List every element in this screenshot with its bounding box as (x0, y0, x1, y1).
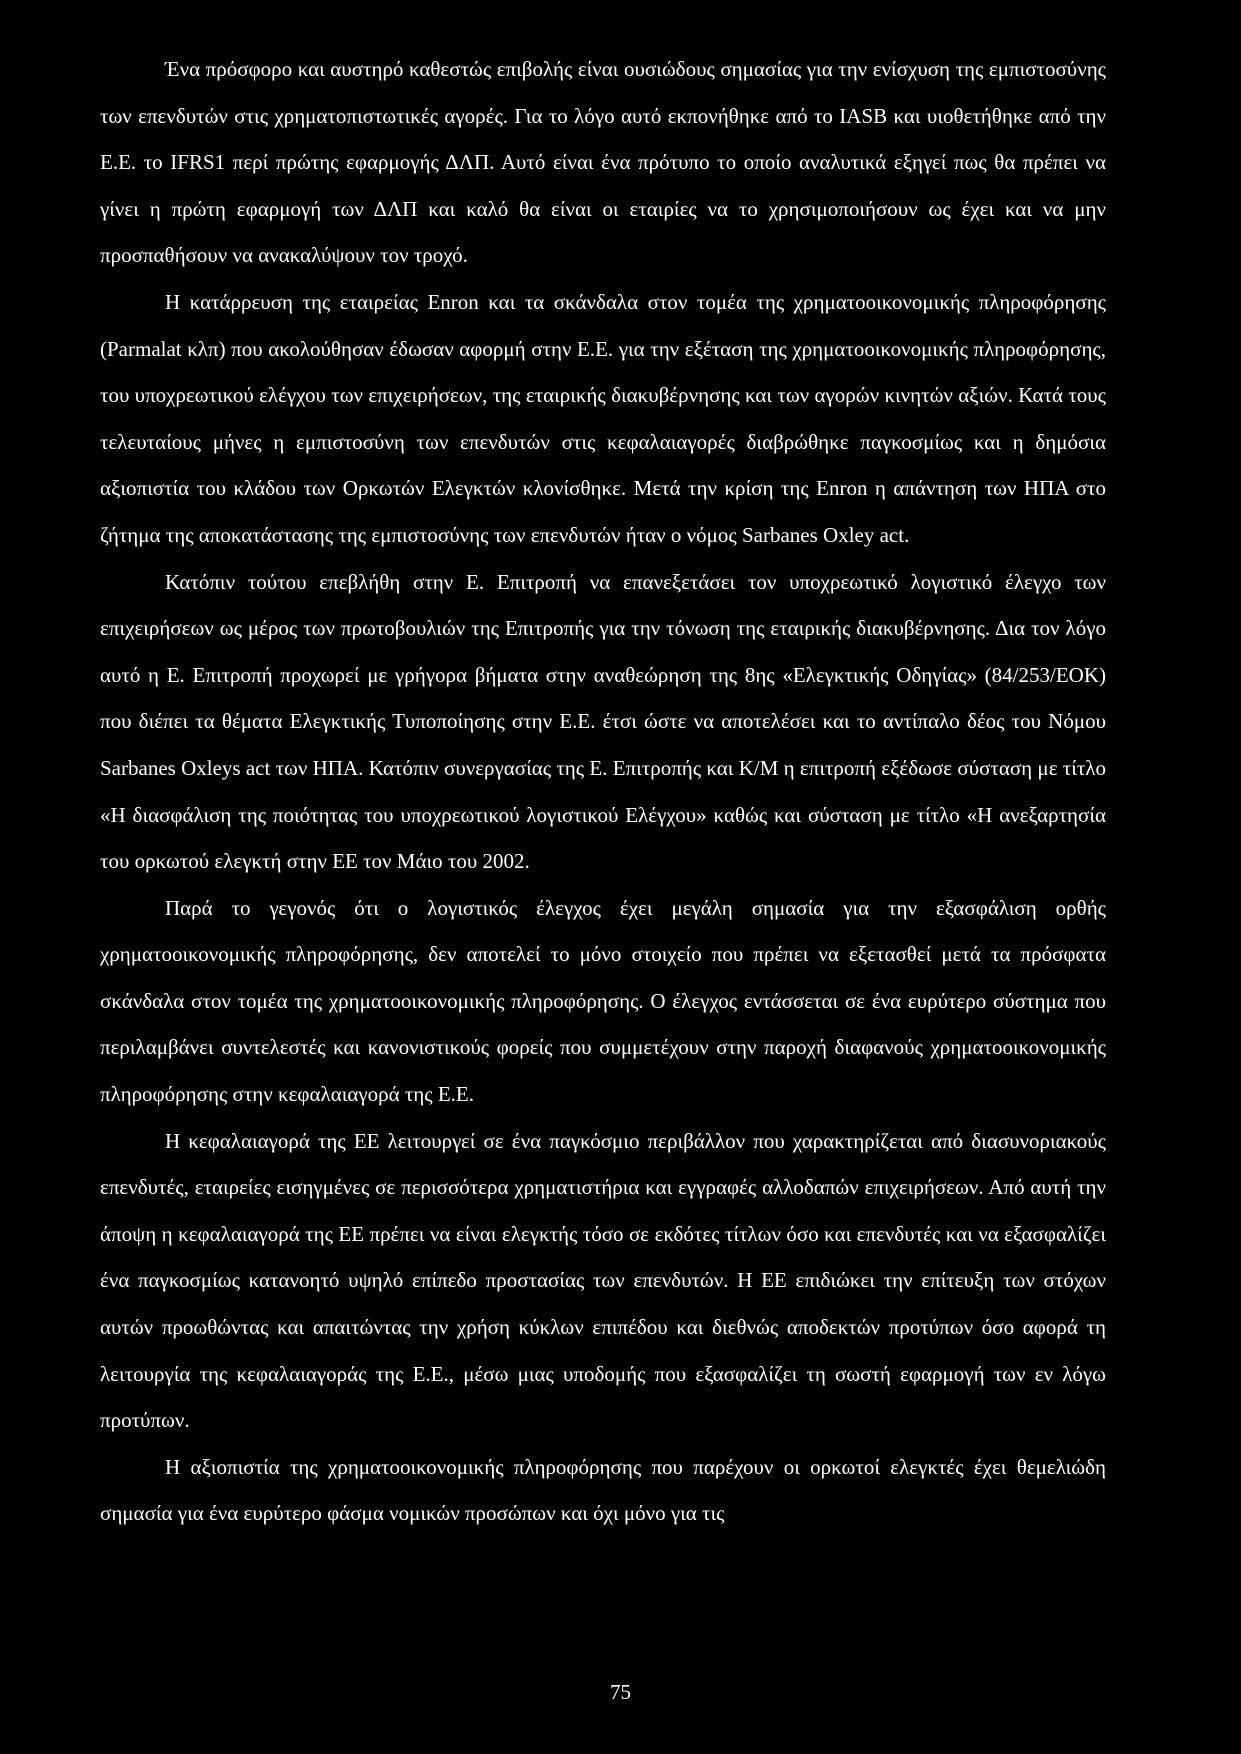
paragraph-reliability: Η αξιοπιστία της χρηματοοικονομικής πληροφόρησης που παρέχουν οι ορκωτοί ελεγκτές έχει θεμελιώδη σημασία για ένα ευρύτερο φάσμα νομικών προσώπων και όχι μόνο για τις (100, 1454, 1106, 1526)
page-number: 75 (610, 1680, 631, 1704)
paragraph-commission-review: Κατόπιν τούτου επεβλήθη στην Ε. Επιτροπή να επανεξετάσει τον υποχρεωτικό λογιστικό έλεγχο των επιχειρήσεων ως μέρος των πρωτοβουλιών της Επιτροπής για την τόνωση της εταιρικής διακυβέρνησης. Δια τον λόγο αυτό η Ε. Επιτροπή προχωρεί με γρήγορα βήματα στην αναθεώρηση της 8ης «Ελεγκτικής Οδηγίας» (84/253/ΕΟΚ) που διέπει τα θέματα Ελεγκτικής Τυποποίησης στην Ε.Ε. έτσι ώστε να αποτελέσει και το αντίπαλο δέος του Νόμου Sarbanes Oxleys act των ΗΠΑ. Κατόπιν συνεργασίας της Ε. Επιτροπής και Κ/Μ η επιτροπή εξέδωσε σύσταση με τίτλο «Η διασφάλιση της ποιότητας του υποχρεωτικού λογιστικού Ελέγχου» καθώς και σύσταση με τίτλο «Η ανεξαρτησία του ορκωτού ελεγκτή στην ΕΕ τον Μάιο του 2002. (100, 569, 1106, 874)
paragraph-enron-collapse: Η κατάρρευση της εταιρείας Enron και τα σκάνδαλα στον τομέα της χρηματοοικονομικής πληροφόρησης (Parmalat κλπ) που ακολούθησαν έδωσαν αφορμή στην Ε.Ε. για την εξέταση της χρηματοοικονομικής πληροφόρησης, του υποχρεωτικού ελέγχου των επιχειρήσεων, της εταιρικής διακυβέρνησης και των αγορών κινητών αξιών. Κατά τους τελευταίους μήνες η εμπιστοσύνη των επενδυτών στις κεφαλαιαγορές διαβρώθηκε παγκοσμίως και η δημόσια αξιοπιστία του κλάδου των Ορκωτών Ελεγκτών κλονίσθηκε. Μετά την κρίση της Enron η απάντηση των ΗΠΑ στο ζήτημα της αποκατάστασης της εμπιστοσύνης των επενδυτών ήταν ο νόμος Sarbanes Oxley act. (100, 289, 1106, 547)
document-page (100, 46, 1106, 1537)
paragraph-eu-capital-market: Η κεφαλαιαγορά της ΕΕ λειτουργεί σε ένα παγκόσμιο περιβάλλον που χαρακτηρίζεται από διασυνοριακούς επενδυτές, εταιρείες εισηγμένες σε περισσότερα χρηματιστήρια και εγγραφές αλλοδαπών επιχειρήσεων. Από αυτή την άποψη η κεφαλαιαγορά της ΕΕ πρέπει να είναι ελεγκτής τόσο σε εκδότες τίτλων όσο και επενδυτές και να εξασφαλίζει ένα παγκοσμίως κατανοητό υψηλό επίπεδο προστασίας των επενδυτών. Η ΕΕ επιδιώκει την επίτευξη των στόχων αυτών προωθώντας και απαιτώντας την χρήση κύκλων επιπέδου και διεθνώς αποδεκτών προτύπων όσο αφορά τη λειτουργία της κεφαλαιαγοράς της Ε.Ε., μέσω μιας υποδομής που εξασφαλίζει τη σωστή εφαρμογή των εν λόγω προτύπων. (100, 1128, 1106, 1433)
paragraph-enforcement: Ένα πρόσφορο και αυστηρό καθεστώς επιβολής είναι ουσιώδους σημασίας για την ενίσχυση της εμπιστοσύνης των επενδυτών στις χρηματοπιστωτικές αγορές. Για το λόγο αυτό εκπονήθηκε από το IASB και υιοθετήθηκε από την Ε.Ε. το IFRS1 περί πρώτης εφαρμογής ΔΛΠ. Αυτό είναι ένα πρότυπο το οποίο αναλυτικά εξηγεί πως θα πρέπει να γίνει η πρώτη εφαρμογή των ΔΛΠ και καλό θα είναι οι εταιρίες να το χρησιμοποιήσουν ως έχει και να μην προσπαθήσουν να ανακαλύψουν τον τροχό. (100, 57, 1106, 268)
paragraph-audit-system: Παρά το γεγονός ότι ο λογιστικός έλεγχος έχει μεγάλη σημασία για την εξασφάλιση ορθής χρηματοοικονομικής πληροφόρησης, δεν αποτελεί το μόνο στοιχείο που πρέπει να εξετασθεί μετά τα πρόσφατα σκάνδαλα στον τομέα της χρηματοοικονομικής πληροφόρησης. Ο έλεγχος εντάσσεται σε ένα ευρύτερο σύστημα που περιλαμβάνει συντελεστές και κανονιστικούς φορείς που συμμετέχουν στην παροχή διαφανούς χρηματοοικονομικής πληροφόρησης στην κεφαλαιαγορά της Ε.Ε. (100, 895, 1106, 1107)
